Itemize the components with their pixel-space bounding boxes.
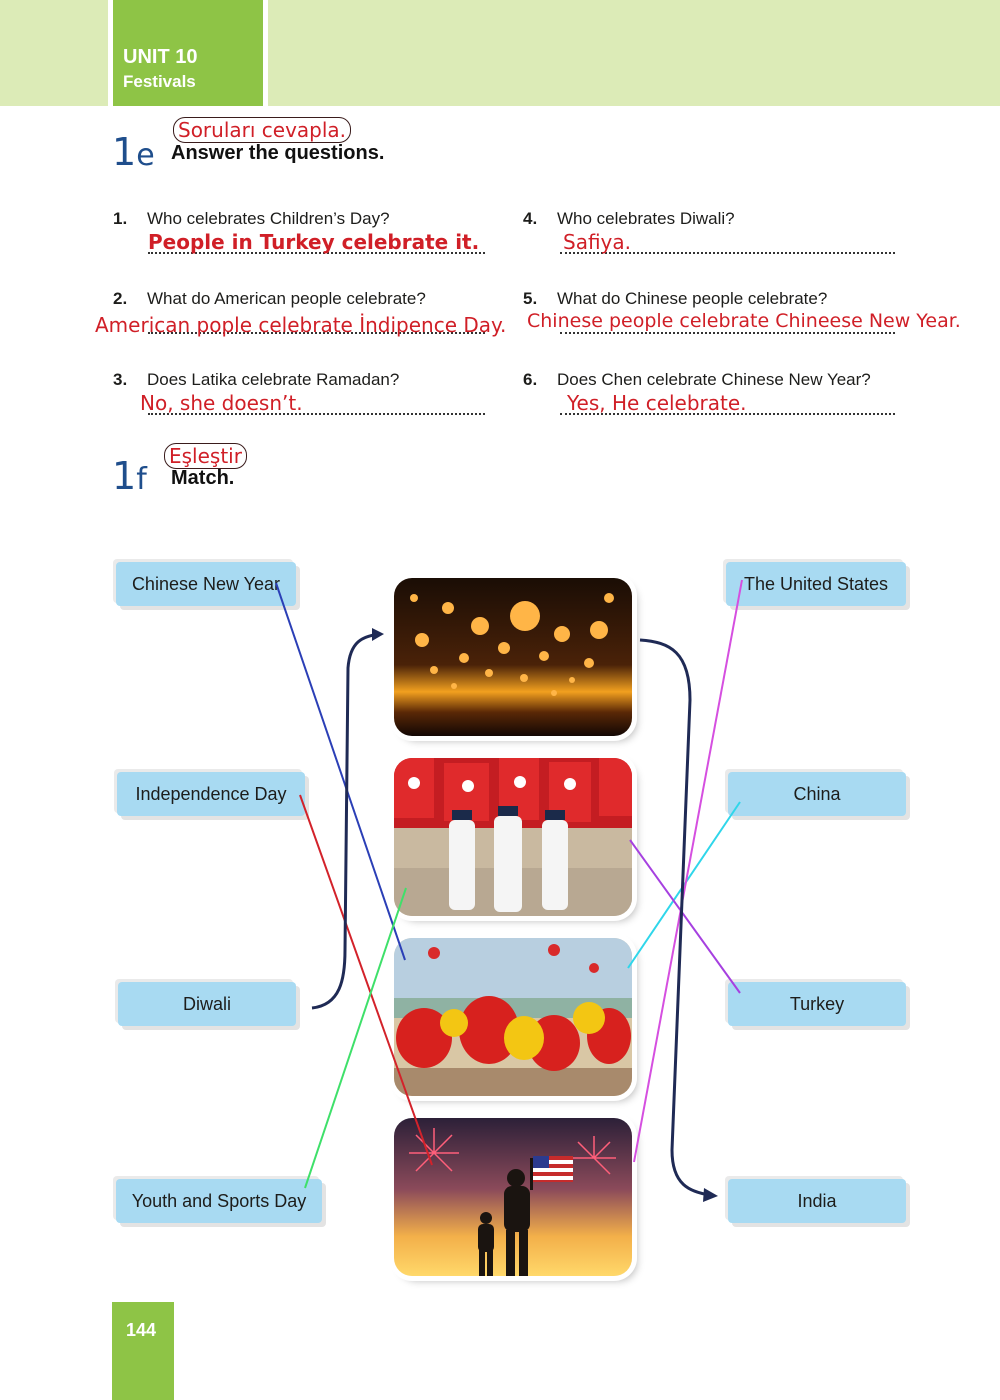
sky-lanterns-photo[interactable]	[394, 578, 632, 736]
label-diwali[interactable]: Diwali	[118, 982, 296, 1026]
answer-4: Safiya.	[563, 230, 631, 254]
section-f-instruction: Match.	[171, 467, 235, 489]
label-independence-day[interactable]: Independence Day	[117, 772, 305, 816]
question-1: 1. Who celebrates Children’s Day?	[113, 209, 390, 228]
answer-2: American pople celebrate İndipence Day.	[95, 313, 507, 337]
label-the-united-states[interactable]: The United States	[726, 562, 906, 606]
arrowhead-sky-lanterns	[372, 628, 384, 641]
lion-dance-photo[interactable]	[394, 938, 632, 1096]
question-6: 6. Does Chen celebrate Chinese New Year?	[523, 370, 871, 389]
answer-line-5	[560, 332, 895, 334]
answer-1: People in Turkey celebrate it.	[148, 230, 480, 254]
parade-with-turkish-flags-photo[interactable]	[394, 758, 632, 916]
question-5: 5. What do Chinese people celebrate?	[523, 289, 828, 308]
question-4: 4. Who celebrates Diwali?	[523, 209, 735, 228]
section-f-number: 1f	[112, 454, 147, 498]
section-e-handwritten-note: Soruları cevapla.	[173, 117, 351, 143]
unit-title: UNIT 10	[123, 46, 198, 68]
section-e-instruction: Answer the questions.	[171, 142, 385, 164]
section-e-number: 1e	[112, 130, 155, 174]
label-turkey[interactable]: Turkey	[728, 982, 906, 1026]
line-youth-and-sports-day-to-parade	[305, 888, 406, 1188]
label-chinese-new-year[interactable]: Chinese New Year	[116, 562, 296, 606]
label-india[interactable]: India	[728, 1179, 906, 1223]
line-turkey-to-parade	[630, 840, 740, 993]
answer-3: No, she doesn’t.	[140, 391, 303, 415]
label-youth-and-sports-day[interactable]: Youth and Sports Day	[116, 1179, 322, 1223]
question-3: 3. Does Latika celebrate Ramadan?	[113, 370, 400, 389]
arrow-sky-lanterns-to-india	[640, 640, 710, 1195]
section-f-handwritten-note: Eşleştir	[164, 443, 247, 469]
section-f-letter: f	[136, 462, 147, 497]
answer-5: Chinese people celebrate Chineese New Year.	[527, 310, 961, 332]
line-the-united-states-to-fireworks	[634, 580, 742, 1162]
unit-badge	[108, 0, 268, 106]
section-e-letter: e	[136, 138, 155, 173]
arrowhead-india	[703, 1188, 718, 1202]
line-china-to-lion-dance	[628, 802, 740, 968]
fireworks-with-american-flag-photo[interactable]	[394, 1118, 632, 1276]
arrow-diwali-to-sky-lanterns	[312, 634, 380, 1008]
label-china[interactable]: China	[728, 772, 906, 816]
unit-topic: Festivals	[123, 72, 196, 91]
page-number: 144	[112, 1302, 174, 1400]
answer-6: Yes, He celebrate.	[567, 391, 747, 415]
question-2: 2. What do American people celebrate?	[113, 289, 426, 308]
